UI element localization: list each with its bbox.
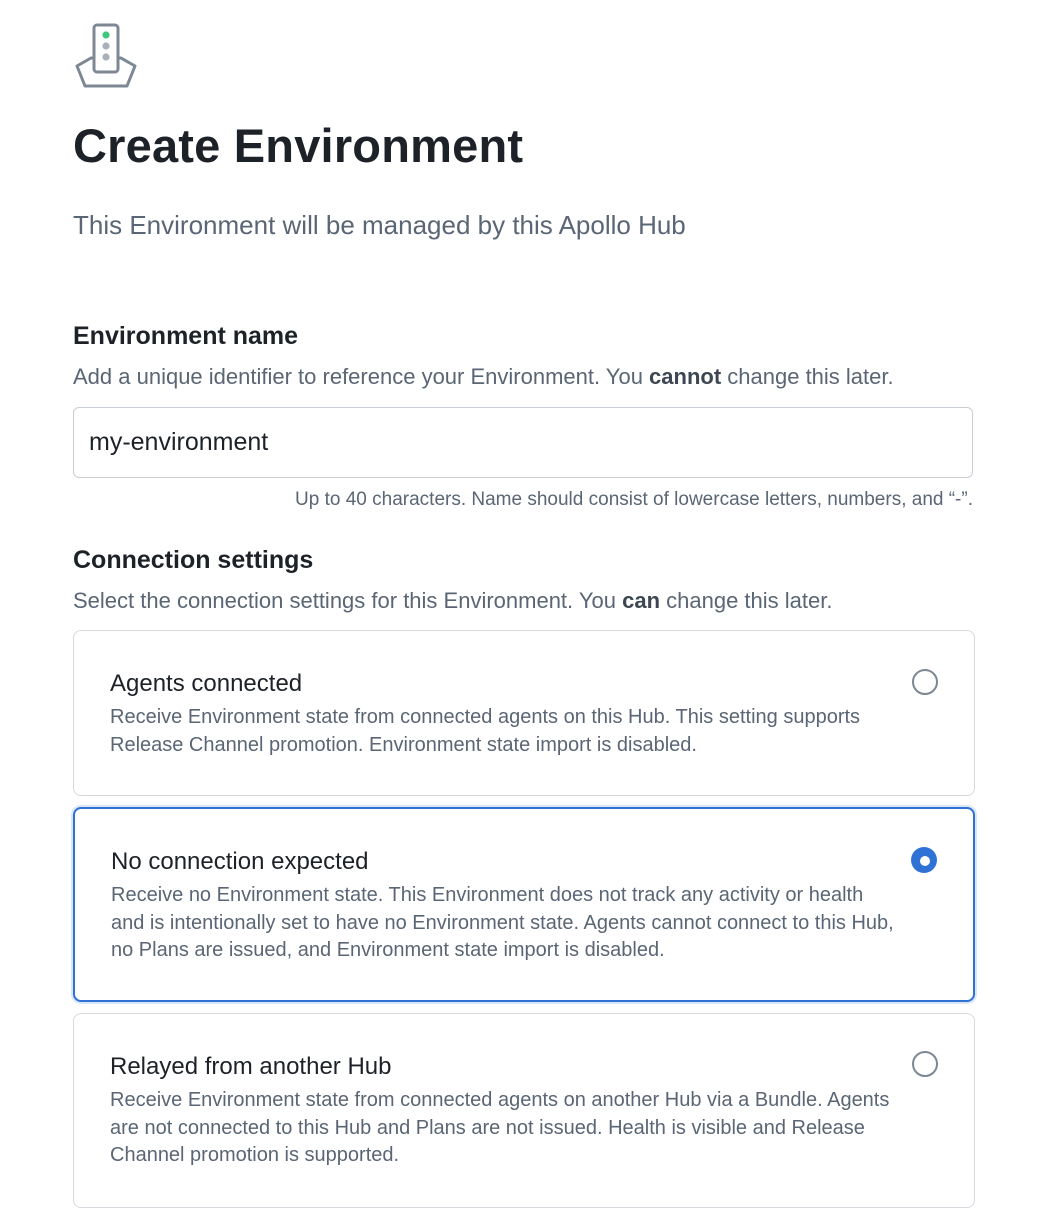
option-title: Relayed from another Hub — [110, 1053, 392, 1080]
option-description: Receive Environment state from connected agents on this Hub. This setting supports Release Channel promotion. Environment state import is disabled. — [110, 706, 861, 756]
environment-name-hint: Up to 40 characters. Name should consist of lowercase letters, numbers, and “-”. — [295, 489, 973, 510]
option-description: Receive no Environment state. This Environment does not track any activity or health and is intentionally set to have no Environment state. Agents cannot connect to this Hub, no Plans are issued, and Environment state import is disabled. — [111, 884, 894, 961]
option-agents-connected[interactable] — [73, 630, 975, 796]
option-no-connection-expected[interactable] — [73, 807, 975, 1002]
environment-server-icon — [73, 22, 139, 90]
option-title: Agents connected — [110, 670, 303, 697]
page-title: Create Environment — [73, 119, 524, 172]
environment-name-label: Environment name — [73, 322, 299, 350]
environment-name-input[interactable] — [73, 407, 973, 478]
option-relayed-from-another-hub[interactable] — [73, 1013, 975, 1208]
radio-relayed-from-another-hub[interactable] — [912, 1051, 938, 1077]
option-title: No connection expected — [111, 848, 369, 875]
radio-no-connection-expected[interactable] — [911, 847, 937, 873]
environment-name-help: Add a unique identifier to reference your Environment. You cannot change this later. — [73, 364, 894, 389]
connection-settings-help: Select the connection settings for this Environment. You can change this later. — [73, 588, 833, 613]
option-description: Receive Environment state from connected agents on another Hub via a Bundle. Agents are not connected to this Hub and Plans are not issued. Health is visible and Release Channel promotion is supported. — [110, 1089, 890, 1166]
page-subtitle: This Environment will be managed by this Apollo Hub — [73, 210, 686, 240]
connection-settings-label: Connection settings — [73, 546, 314, 574]
radio-agents-connected[interactable] — [912, 669, 938, 695]
